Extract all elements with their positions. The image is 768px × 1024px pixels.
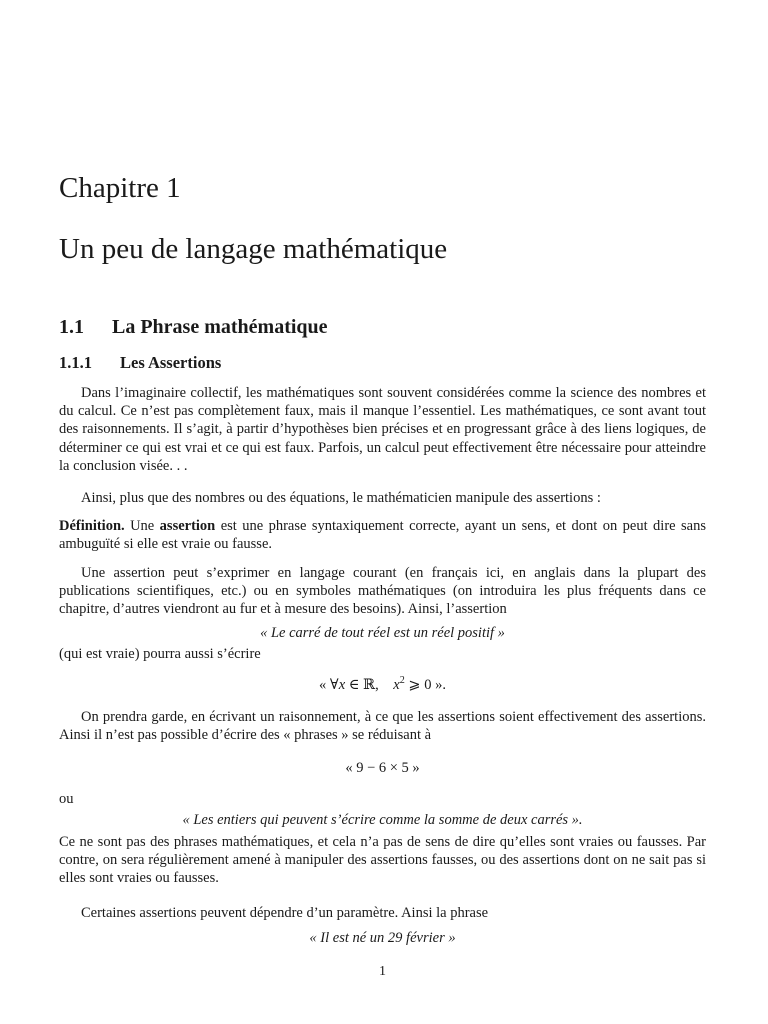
formula-open: « ∀	[319, 677, 339, 693]
formula-end: ⩾ 0 ».	[404, 677, 446, 693]
chapter-label: Chapitre 1	[59, 172, 181, 204]
paragraph-caution: On prendra garde, en écrivant un raisonnement, à ce que les assertions soient effectivement des assertions. Ainsi il n’est pas possible d’écrire des « phrases » se réduisant à	[59, 709, 706, 744]
subsection-number: 1.1.1	[59, 353, 92, 372]
definition-term: assertion	[159, 518, 216, 534]
section-heading	[59, 314, 328, 340]
formula-forall	[59, 676, 706, 694]
paragraph-not-sentences: Ce ne sont pas des phrases mathématiques, et cela n’a pas de sens de dire qu’elles sont vraies ou fausses. Par contre, on sera régulièrement amené à manipuler des assertions fausses, ou des assertions dont on ne sait pas si elles sont vraies ou fausses.	[59, 834, 706, 887]
definition-block	[59, 517, 706, 553]
paragraph-assertions-lead: Ainsi, plus que des nombres ou des équations, le mathématicien manipule des assertions :	[81, 490, 601, 506]
paragraph-parameter: Certaines assertions peuvent dépendre d’un paramètre. Ainsi la phrase	[81, 905, 489, 921]
formula-var-squared: x	[393, 677, 400, 693]
paragraph-also-written: (qui est vraie) pourra aussi s’écrire	[59, 646, 261, 662]
page-number: 1	[379, 964, 386, 979]
subsection-title: Les Assertions	[120, 353, 222, 372]
subsection-heading	[59, 352, 221, 374]
quote-square-real: « Le carré de tout réel est un réel positif »	[260, 625, 505, 641]
chapter-title: Un peu de langage mathématique	[59, 233, 448, 265]
formula-expression: « 9 − 6 × 5 »	[345, 760, 420, 776]
formula-exponent: 2	[399, 675, 405, 687]
definition-label: Définition.	[59, 518, 125, 534]
paragraph-language: Une assertion peut s’exprimer en langage courant (en français ici, en anglais dans la plupart des publications scientifiques, etc.) ou en symboles mathématiques (on introduira les plus fréquents dans ce chapitre, d’autres viendront au fur et à mesure des besoins). Ainsi, l’assertion	[59, 565, 706, 618]
definition-pre: Une	[124, 518, 160, 534]
formula-var: x	[338, 677, 346, 693]
section-title: La Phrase mathématique	[112, 316, 328, 338]
section-number: 1.1	[59, 316, 84, 338]
paragraph-intro: Dans l’imaginaire collectif, les mathématiques sont souvent considérées comme la science des nombres et du calcul. Ce n’est pas complètement faux, mais il manque l’essentiel. Les mathématiques, ce sont avant tout des raisonnements. Il s’agit, à partir d’hypothèses bien précises et en progressant grâce à des liens logiques, de déterminer ce qui est vrai et ce qui est faux. Parfois, un calcul peut effectivement être nécessaire pour atteindre la conclusion visée. . .	[59, 385, 706, 474]
formula-mid: ∈ ℝ,	[345, 677, 394, 693]
text-ou: ou	[59, 791, 74, 807]
definition-body: est une phrase syntaxiquement correcte, ayant un sens, et dont on peut dire sans ambuguïté si elle est vraie ou fausse.	[59, 518, 706, 553]
quote-february: « Il est né un 29 février »	[309, 930, 456, 946]
quote-sum-of-squares: « Les entiers qui peuvent s’écrire comme la somme de deux carrés ».	[182, 812, 583, 828]
